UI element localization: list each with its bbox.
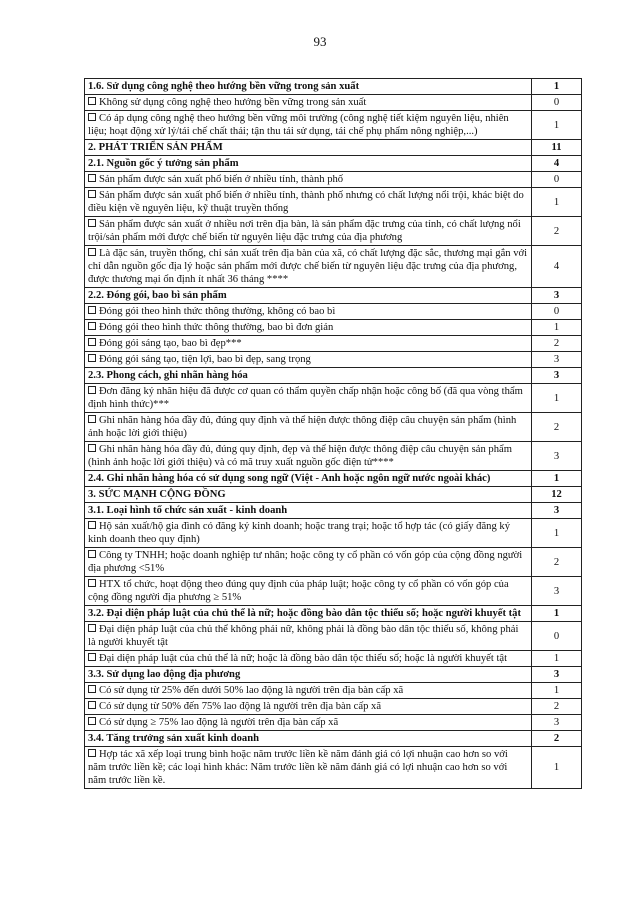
checkbox-square-icon xyxy=(88,190,96,198)
criteria-score-cell: 3 xyxy=(532,288,582,304)
criteria-description-cell xyxy=(85,503,532,519)
page-number: 93 xyxy=(313,34,327,49)
criteria-text: 2.4. Ghi nhãn hàng hóa có sử dụng song ngữ (Việt - Anh hoặc ngôn ngữ nước ngoài khác) xyxy=(88,473,491,484)
checkbox-square-icon xyxy=(88,386,96,394)
criteria-text: Có sử dụng ≥ 75% lao động là người trên địa bàn cấp xã xyxy=(99,717,339,728)
criteria-score-cell: 3 xyxy=(532,503,582,519)
criteria-option-row xyxy=(85,651,582,667)
criteria-description-cell xyxy=(85,471,532,487)
criteria-option-row xyxy=(85,683,582,699)
criteria-text: Là đặc sản, truyền thống, chỉ sản xuất trên địa bàn của xã, có chất lượng đặc sắc, thương mại gắn với chỉ dẫn nguồn gốc địa lý hoặc sản phẩm mới được chế biến từ nguyên liệu đặc trưng của địa phương, được thương mại ổn định ít nhất 36 tháng **** xyxy=(88,248,528,285)
criteria-text: 2.1. Nguồn gốc ý tưởng sản phẩm xyxy=(88,158,239,169)
criteria-option-row xyxy=(85,336,582,352)
subsection-header-row xyxy=(85,731,582,747)
checkbox-square-icon xyxy=(88,174,96,182)
checkbox-square-icon xyxy=(88,354,96,362)
criteria-score-cell: 1 xyxy=(532,471,582,487)
criteria-score-cell: 3 xyxy=(532,368,582,384)
criteria-text: Có áp dụng công nghệ theo hướng bền vững môi trường (công nghệ tiết kiệm nguyên liệu, nhiên liệu; hoạt động xử lý/tái chế chất thải; tận thu tái sử dụng, tái chế phụ phẩm nông nghiệp,...) xyxy=(88,113,509,137)
checkbox-square-icon xyxy=(88,113,96,121)
criteria-description-cell xyxy=(85,336,532,352)
criteria-score-cell: 12 xyxy=(532,487,582,503)
criteria-option-row xyxy=(85,320,582,336)
criteria-text: HTX tổ chức, hoạt động theo đúng quy định của pháp luật; hoặc công ty cổ phần có vốn góp của cộng đồng người địa phương ≥ 51% xyxy=(88,579,509,603)
criteria-description-cell xyxy=(85,79,532,95)
criteria-description-cell xyxy=(85,606,532,622)
criteria-score-cell: 11 xyxy=(532,140,582,156)
checkbox-square-icon xyxy=(88,444,96,452)
criteria-text: Sản phẩm được sản xuất ở nhiều nơi trên địa bàn, là sản phẩm đặc trưng của tỉnh, có chất lượng nổi trội/sản phẩm mới được chế biến từ nguyên liệu đặc trưng của địa phương xyxy=(88,219,521,243)
criteria-score-cell: 4 xyxy=(532,246,582,288)
criteria-text: Đơn đăng ký nhãn hiệu đã được cơ quan có thẩm quyền chấp nhận hoặc công bố (đã qua vòng thẩm định hình thức)*** xyxy=(88,386,523,410)
criteria-description-cell xyxy=(85,352,532,368)
criteria-text: 3.4. Tăng trưởng sản xuất kinh doanh xyxy=(88,733,259,744)
criteria-option-row xyxy=(85,519,582,548)
criteria-text: Sản phẩm được sản xuất phổ biến ở nhiều tỉnh, thành phố nhưng có chất lượng nổi trội, khác biệt do điều kiện về nguyên liệu, kỹ thuật truyền thống xyxy=(88,190,524,214)
criteria-text: Đại diện pháp luật của chủ thể không phải nữ, không phải là đồng bào dân tộc thiểu số, không phải là người khuyết tật xyxy=(88,624,519,648)
criteria-score-cell: 1 xyxy=(532,320,582,336)
criteria-description-cell xyxy=(85,188,532,217)
criteria-score-cell: 0 xyxy=(532,95,582,111)
criteria-description-cell xyxy=(85,368,532,384)
criteria-score-cell: 2 xyxy=(532,699,582,715)
criteria-score-cell: 2 xyxy=(532,217,582,246)
criteria-text: Hộ sản xuất/hộ gia đình có đăng ký kinh doanh; hoặc trang trại; hoặc tổ hợp tác (có giấy đăng ký kinh doanh theo quy định) xyxy=(88,521,510,545)
checkbox-square-icon xyxy=(88,219,96,227)
criteria-option-row xyxy=(85,413,582,442)
criteria-score-cell: 1 xyxy=(532,651,582,667)
criteria-option-row xyxy=(85,95,582,111)
criteria-option-row xyxy=(85,442,582,471)
criteria-text: Đóng gói theo hình thức thông thường, bao bì đơn giản xyxy=(99,322,334,333)
criteria-description-cell xyxy=(85,519,532,548)
criteria-score-cell: 1 xyxy=(532,111,582,140)
criteria-option-row xyxy=(85,304,582,320)
criteria-option-row xyxy=(85,217,582,246)
criteria-score-cell: 4 xyxy=(532,156,582,172)
criteria-text: 3.1. Loại hình tổ chức sản xuất - kinh doanh xyxy=(88,505,288,516)
criteria-text: 2.3. Phong cách, ghi nhãn hàng hóa xyxy=(88,370,248,381)
criteria-table xyxy=(84,78,582,789)
criteria-score-cell: 3 xyxy=(532,442,582,471)
checkbox-square-icon xyxy=(88,579,96,587)
criteria-score-cell: 0 xyxy=(532,622,582,651)
criteria-score-cell: 1 xyxy=(532,384,582,413)
criteria-text: Có sử dụng từ 50% đến 75% lao động là người trên địa bàn cấp xã xyxy=(99,701,382,712)
criteria-text: 2.2. Đóng gói, bao bì sản phẩm xyxy=(88,290,227,301)
subsection-header-row xyxy=(85,606,582,622)
criteria-option-row xyxy=(85,172,582,188)
checkbox-square-icon xyxy=(88,338,96,346)
checkbox-square-icon xyxy=(88,248,96,256)
criteria-option-row xyxy=(85,622,582,651)
criteria-score-cell: 3 xyxy=(532,577,582,606)
checkbox-square-icon xyxy=(88,521,96,529)
criteria-score-cell: 2 xyxy=(532,413,582,442)
checkbox-square-icon xyxy=(88,415,96,423)
criteria-text: Đại diện pháp luật của chủ thể là nữ; hoặc là đồng bào dân tộc thiểu số; hoặc là người khuyết tật xyxy=(99,653,508,664)
criteria-option-row xyxy=(85,548,582,577)
criteria-option-row xyxy=(85,384,582,413)
checkbox-square-icon xyxy=(88,653,96,661)
criteria-description-cell xyxy=(85,156,532,172)
criteria-score-cell: 3 xyxy=(532,352,582,368)
subsection-header-row xyxy=(85,156,582,172)
criteria-score-cell: 2 xyxy=(532,548,582,577)
section-header-row xyxy=(85,140,582,156)
criteria-score-cell: 2 xyxy=(532,731,582,747)
subsection-header-row xyxy=(85,368,582,384)
criteria-score-cell: 1 xyxy=(532,683,582,699)
criteria-option-row xyxy=(85,699,582,715)
criteria-option-row xyxy=(85,188,582,217)
criteria-text: Đóng gói theo hình thức thông thường, không có bao bì xyxy=(99,306,336,317)
subsection-header-row xyxy=(85,471,582,487)
subsection-header-row xyxy=(85,503,582,519)
criteria-description-cell xyxy=(85,140,532,156)
checkbox-square-icon xyxy=(88,701,96,709)
criteria-description-cell xyxy=(85,548,532,577)
checkbox-square-icon xyxy=(88,97,96,105)
criteria-text: Công ty TNHH; hoặc doanh nghiệp tư nhân; hoặc công ty cổ phần có vốn góp của cộng đồng người địa phương <51% xyxy=(88,550,523,574)
criteria-description-cell xyxy=(85,413,532,442)
subsection-header-row xyxy=(85,79,582,95)
criteria-text: Đóng gói sáng tạo, bao bì đẹp*** xyxy=(99,338,242,349)
criteria-description-cell xyxy=(85,699,532,715)
criteria-score-cell: 0 xyxy=(532,172,582,188)
criteria-description-cell xyxy=(85,622,532,651)
criteria-description-cell xyxy=(85,111,532,140)
criteria-text: 3.3. Sử dụng lao động địa phương xyxy=(88,669,241,680)
checkbox-square-icon xyxy=(88,717,96,725)
criteria-option-row xyxy=(85,577,582,606)
criteria-text: 2. PHÁT TRIỂN SẢN PHẨM xyxy=(88,142,223,153)
criteria-score-cell: 1 xyxy=(532,188,582,217)
criteria-text: Không sử dụng công nghệ theo hướng bền vững trong sản xuất xyxy=(99,97,367,108)
checkbox-square-icon xyxy=(88,322,96,330)
checkbox-square-icon xyxy=(88,749,96,757)
criteria-score-cell: 3 xyxy=(532,715,582,731)
criteria-description-cell xyxy=(85,747,532,789)
criteria-description-cell xyxy=(85,667,532,683)
criteria-score-cell: 2 xyxy=(532,336,582,352)
criteria-description-cell xyxy=(85,172,532,188)
criteria-text: Ghi nhãn hàng hóa đầy đủ, đúng quy định và thể hiện được thông điệp câu chuyện sản phẩm (hình ảnh hoặc lời giới thiệu) xyxy=(88,415,517,439)
criteria-text: 3. SỨC MẠNH CỘNG ĐỒNG xyxy=(88,489,226,500)
criteria-description-cell xyxy=(85,683,532,699)
criteria-score-cell: 0 xyxy=(532,304,582,320)
criteria-description-cell xyxy=(85,384,532,413)
checkbox-square-icon xyxy=(88,550,96,558)
criteria-score-cell: 1 xyxy=(532,606,582,622)
subsection-header-row xyxy=(85,667,582,683)
criteria-text: Sản phẩm được sản xuất phổ biến ở nhiều tỉnh, thành phố xyxy=(99,174,344,185)
criteria-description-cell xyxy=(85,320,532,336)
criteria-description-cell xyxy=(85,731,532,747)
criteria-description-cell xyxy=(85,217,532,246)
criteria-score-cell: 3 xyxy=(532,667,582,683)
criteria-description-cell xyxy=(85,715,532,731)
criteria-option-row xyxy=(85,715,582,731)
criteria-table-body xyxy=(85,79,582,789)
subsection-header-row xyxy=(85,288,582,304)
criteria-description-cell xyxy=(85,651,532,667)
checkbox-square-icon xyxy=(88,685,96,693)
criteria-option-row xyxy=(85,352,582,368)
criteria-description-cell xyxy=(85,304,532,320)
criteria-description-cell xyxy=(85,577,532,606)
criteria-description-cell xyxy=(85,95,532,111)
criteria-option-row xyxy=(85,246,582,288)
checkbox-square-icon xyxy=(88,624,96,632)
criteria-description-cell xyxy=(85,442,532,471)
checkbox-square-icon xyxy=(88,306,96,314)
criteria-text: Ghi nhãn hàng hóa đầy đủ, đúng quy định, đẹp và thể hiện được thông điệp câu chuyện sản phẩm (hình ảnh hoặc lời giới thiệu) và có mã truy xuất nguồn gốc điện tử**** xyxy=(88,444,512,468)
section-header-row xyxy=(85,487,582,503)
criteria-option-row xyxy=(85,747,582,789)
criteria-description-cell xyxy=(85,487,532,503)
criteria-score-cell: 1 xyxy=(532,79,582,95)
criteria-description-cell xyxy=(85,288,532,304)
criteria-score-cell: 1 xyxy=(532,519,582,548)
criteria-text: 3.2. Đại diện pháp luật của chủ thể là nữ; hoặc đồng bào dân tộc thiểu số; hoặc người khuyết tật xyxy=(88,608,521,619)
criteria-text: Hợp tác xã xếp loại trung bình hoặc năm trước liền kề năm đánh giá có lợi nhuận cao hơn so với năm trước liền kề; các loại hình khác: Năm trước liền kề năm đánh giá có lợi nhuận cao hơn so với năm trước liền kề. xyxy=(88,749,508,786)
criteria-text: 1.6. Sử dụng công nghệ theo hướng bền vững trong sản xuất xyxy=(88,81,360,92)
criteria-score-cell: 1 xyxy=(532,747,582,789)
criteria-option-row xyxy=(85,111,582,140)
criteria-description-cell xyxy=(85,246,532,288)
criteria-text: Đóng gói sáng tạo, tiện lợi, bao bì đẹp, sang trọng xyxy=(99,354,311,365)
criteria-text: Có sử dụng từ 25% đến dưới 50% lao động là người trên địa bàn cấp xã xyxy=(99,685,404,696)
